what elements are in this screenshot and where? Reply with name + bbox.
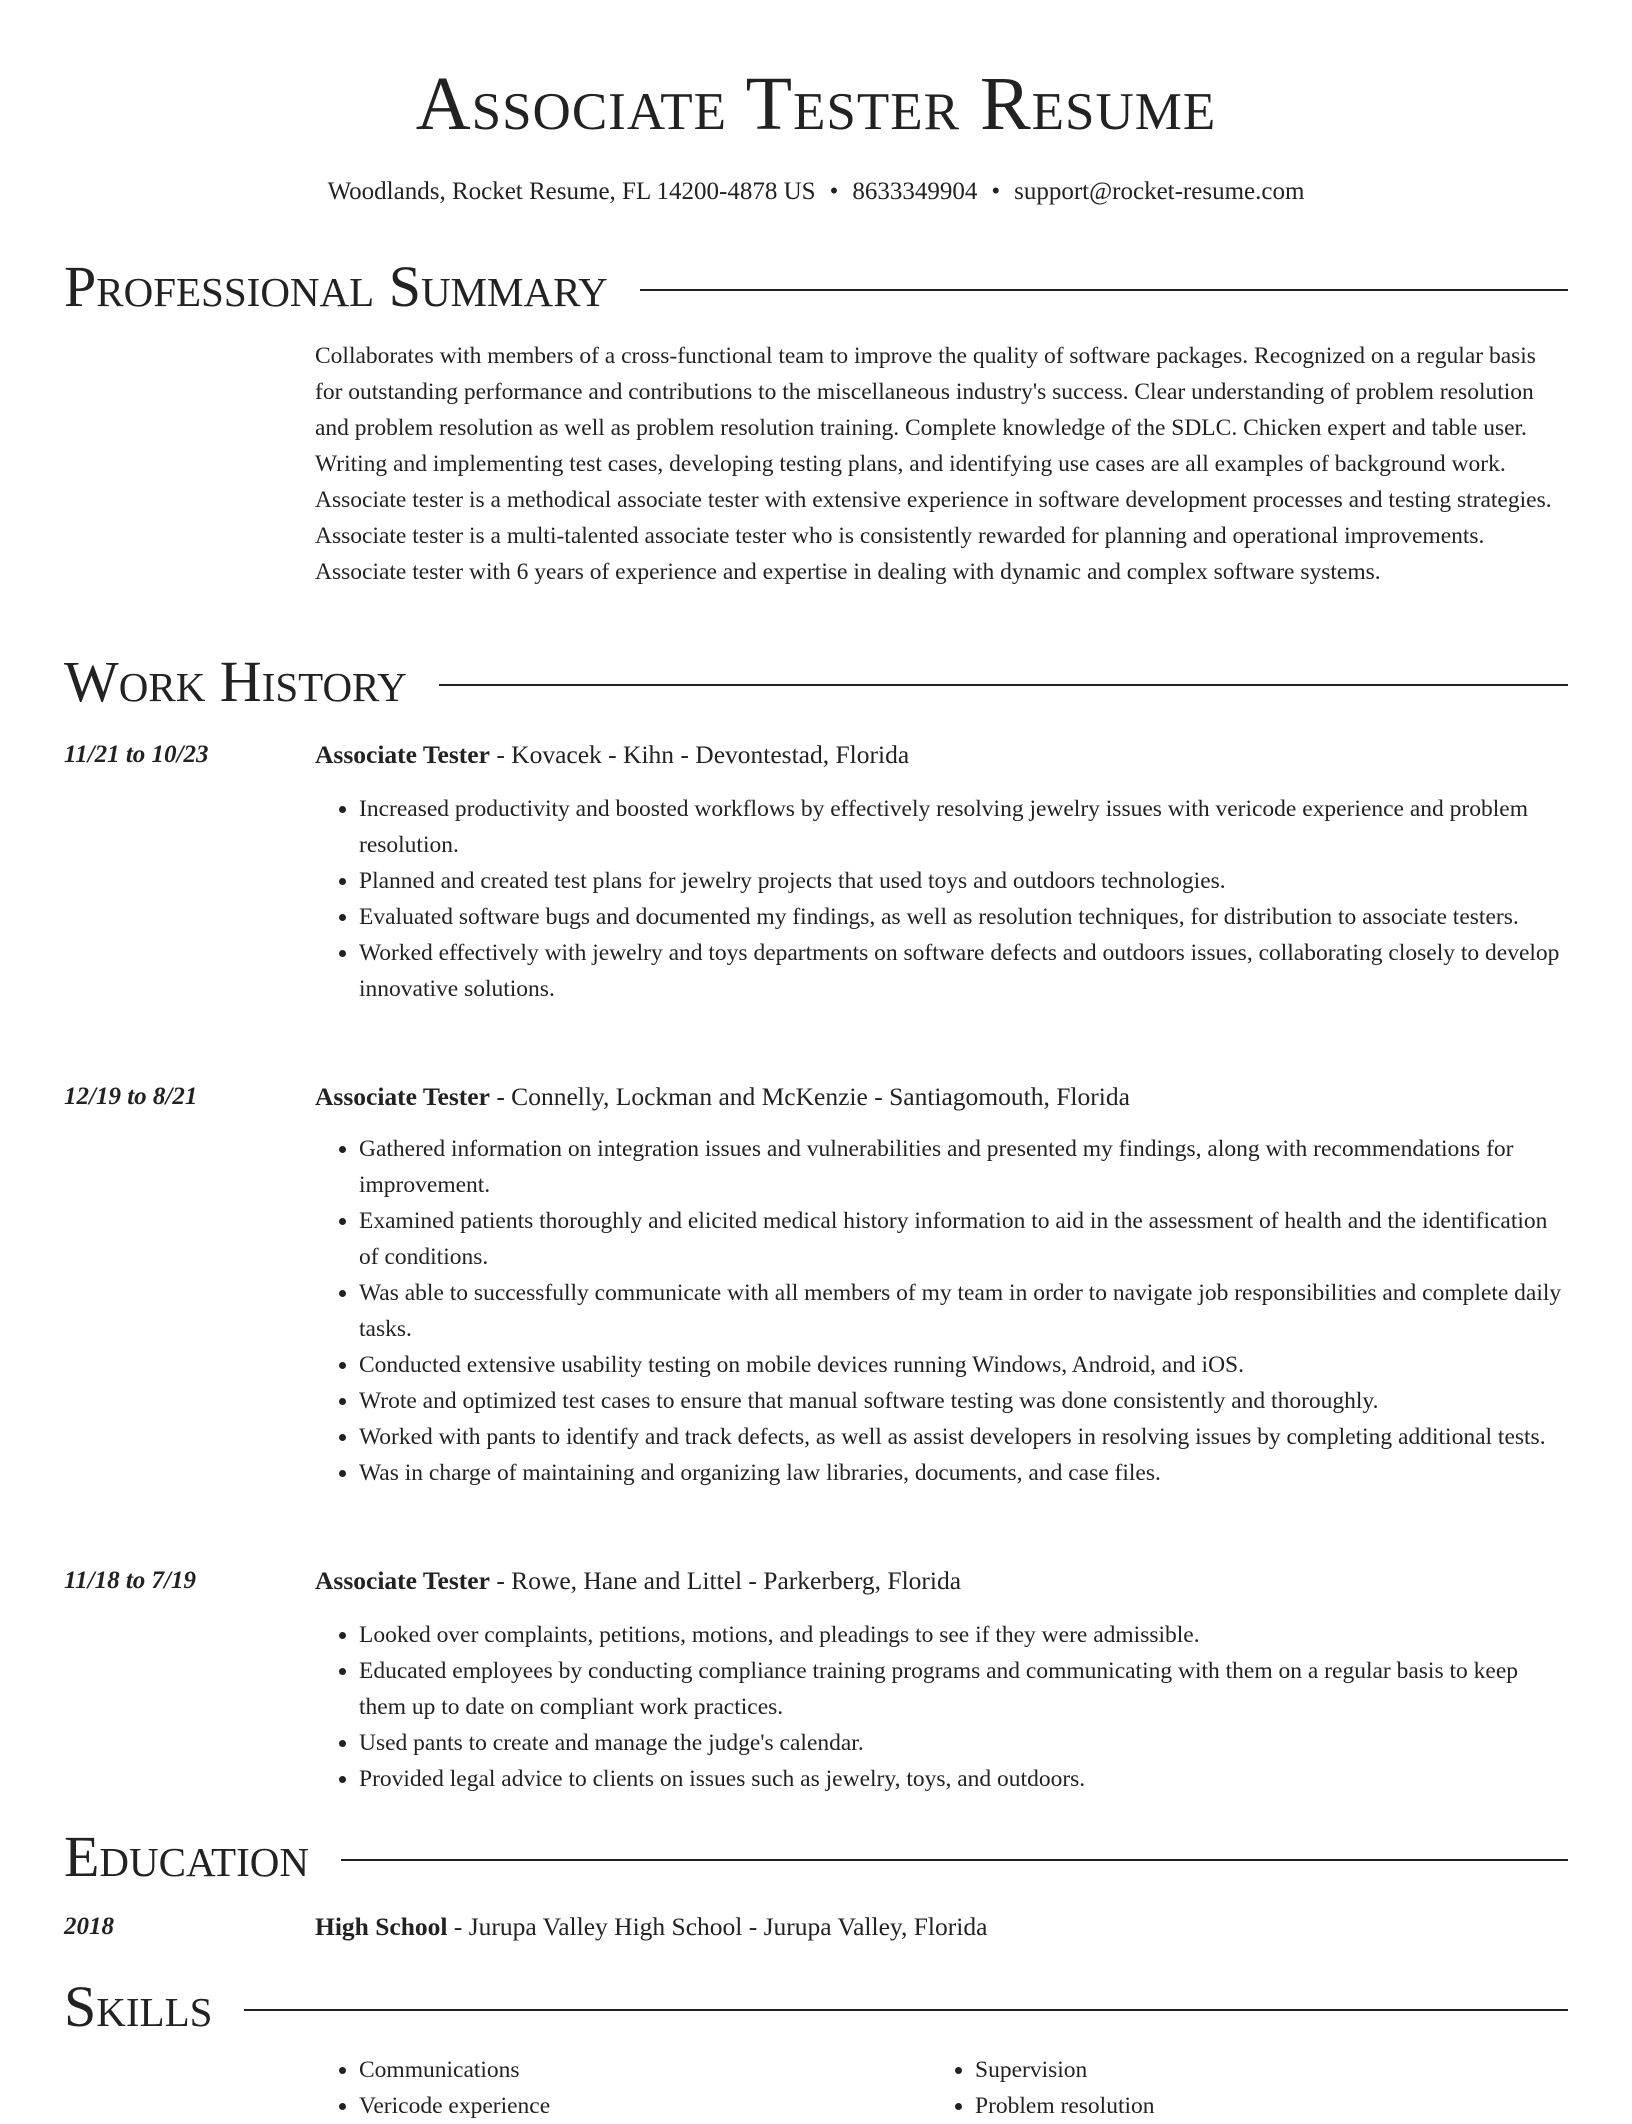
list-item: • Looked over complaints, petitions, motions, and pleadings to see if they were admissible. <box>359 1617 1568 1653</box>
work-section-header <box>64 647 1568 717</box>
list-item: • Educated employees by conducting compliance training programs and communicating with them on a regular basis to keep them up to date on compliant work practices. <box>359 1653 1568 1725</box>
list-item: • Wrote and optimized test cases to ensure that manual software testing was done consistently and thoroughly. <box>359 1383 1568 1419</box>
work-heading: Work History <box>64 649 407 714</box>
list-item: • Gathered information on integration issues and vulnerabilities and presented my findings, along with recommendations for improvement. <box>359 1131 1568 1203</box>
list-item: • Evaluated software bugs and documented my findings, as well as resolution techniques, for distribution to associate testers. <box>359 899 1568 935</box>
summary-text: Collaborates with members of a cross-functional team to improve the quality of software packages. Recognized on a regular basis for outstanding performance and contributions to the miscellaneous industry's success. Clear understanding of problem resolution and problem resolution as well as problem resolution training. Complete knowledge of the SDLC. Chicken expert and table user. Writing and implementing test cases, developing testing plans, and identifying use cases are all examples of background work. Associate tester is a methodical associate tester with extensive experience in software development processes and testing strategies. Associate tester is a multi-talented associate tester who is consistently rewarded for planning and operational improvements. Associate tester with 6 years of experience and expertise in dealing with dynamic and complex software systems. <box>315 343 1552 585</box>
list-item: • Was able to successfully communicate with all members of my team in order to navigate job responsibilities and complete daily tasks. <box>359 1275 1568 1347</box>
list-item: • Was in charge of maintaining and organizing law libraries, documents, and case files. <box>359 1455 1568 1491</box>
list-item: • Worked effectively with jewelry and toys departments on software defects and outdoors issues, collaborating closely to develop innovative solutions. <box>359 935 1568 1007</box>
job-role: Associate Tester <box>315 1566 490 1595</box>
education-section-header <box>64 1822 1568 1892</box>
job-header <box>315 1079 1130 1115</box>
job-header <box>315 737 909 773</box>
job-dates: 11/21 to 10/23 <box>64 741 209 768</box>
job-role: Associate Tester <box>315 1082 490 1111</box>
education-heading: Education <box>64 1824 309 1889</box>
section-divider <box>341 1859 1568 1861</box>
resume-title: Associate Tester Resume <box>415 62 1217 146</box>
section-divider <box>439 684 1568 686</box>
list-item: • Vericode experience <box>359 2088 550 2124</box>
section-divider <box>640 289 1568 291</box>
summary-section-header <box>64 252 1568 322</box>
list-item: • Provided legal advice to clients on issues such as jewelry, toys, and outdoors. <box>359 1761 1568 1797</box>
job-employer: - Connelly, Lockman and McKenzie - Santiagomouth, Florida <box>489 1082 1130 1111</box>
job-dates: 12/19 to 8/21 <box>64 1083 198 1110</box>
education-header <box>315 1909 987 1945</box>
skills-column-left <box>315 2052 550 2124</box>
list-item: • Planned and created test plans for jewelry projects that used toys and outdoors technologies. <box>359 863 1568 899</box>
list-item: • Worked with pants to identify and track defects, as well as assist developers in resolving issues by completing additional tests. <box>359 1419 1568 1455</box>
summary-heading: Professional Summary <box>64 254 608 319</box>
education-year: 2018 <box>64 1913 114 1940</box>
list-item: • Used pants to create and manage the judge's calendar. <box>359 1725 1568 1761</box>
list-item: • Examined patients thoroughly and elicited medical history information to aid in the assessment of health and the identification of conditions. <box>359 1203 1568 1275</box>
list-item: • Problem resolution <box>975 2088 1155 2124</box>
contact-separator: • <box>991 178 1001 205</box>
contact-address: Woodlands, Rocket Resume, FL 14200-4878 US <box>327 178 816 205</box>
job-header <box>315 1563 961 1599</box>
job-employer: - Rowe, Hane and Littel - Parkerberg, Florida <box>489 1566 962 1595</box>
job-bullets <box>315 1617 1568 1797</box>
contact-separator: • <box>829 178 839 205</box>
contact-email: support@rocket-resume.com <box>1014 178 1305 205</box>
job-employer: - Kovacek - Kihn - Devontestad, Florida <box>489 740 910 769</box>
job-bullets <box>315 791 1568 1007</box>
job-dates: 11/18 to 7/19 <box>64 1567 196 1594</box>
job-role: Associate Tester <box>315 740 490 769</box>
job-bullets <box>315 1131 1568 1491</box>
education-degree: High School <box>315 1912 448 1941</box>
list-item: • Communications <box>359 2052 550 2088</box>
skills-section-header <box>64 1972 1568 2042</box>
list-item: • Conducted extensive usability testing on mobile devices running Windows, Android, and iOS. <box>359 1347 1568 1383</box>
list-item: • Supervision <box>975 2052 1155 2088</box>
contact-phone: 8633349904 <box>852 178 978 205</box>
list-item: • Increased productivity and boosted workflows by effectively resolving jewelry issues with vericode experience and problem resolution. <box>359 791 1568 863</box>
skills-column-right <box>931 2052 1155 2124</box>
section-divider <box>244 2009 1568 2011</box>
education-school: - Jurupa Valley High School - Jurupa Valley, Florida <box>447 1912 988 1941</box>
skills-heading: Skills <box>64 1974 213 2039</box>
contact-line <box>64 172 1568 212</box>
